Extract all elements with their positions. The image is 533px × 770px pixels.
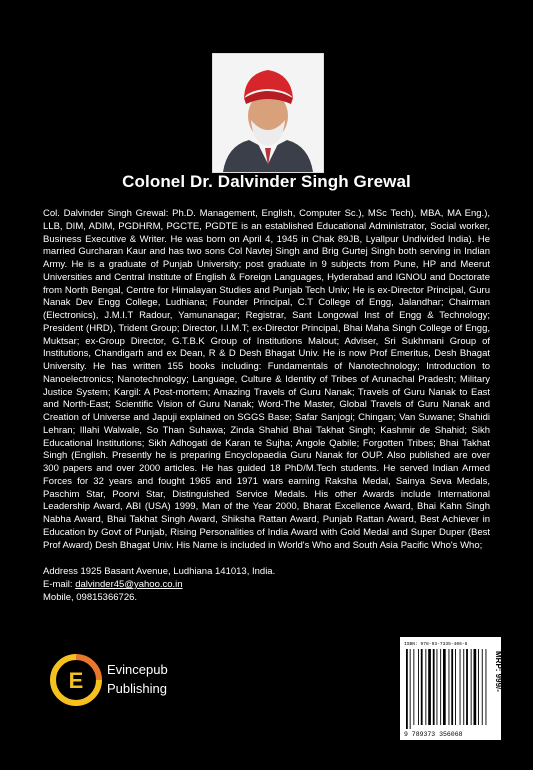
barcode-bar <box>425 649 426 725</box>
author-name: Colonel Dr. Dalvinder Singh Grewal <box>122 172 411 191</box>
barcode <box>400 637 501 740</box>
author-portrait-image <box>213 54 323 172</box>
barcode-bar <box>455 649 456 725</box>
barcode-bar <box>440 649 441 725</box>
barcode-bar <box>478 649 479 725</box>
evincepub-logo-icon <box>50 654 102 706</box>
barcode-bar <box>437 649 438 725</box>
barcode-mrp: MRP: 999/- <box>494 651 503 692</box>
barcode-bar <box>451 649 453 725</box>
contact-block <box>43 566 490 605</box>
author-bio: Col. Dalvinder Singh Grewal: Ph.D. Management, English, Computer Sc.), MSc Tech), MBA, MA Eng.), LLB, DIM, ADIM, PGDHRM, PGCTE, PGDTE is an established Educational Administrator, Social worker, Business Executive & Writer. He was born on April 4, 1945 in Chak 89JB, Lyallpur Undivided India). He married Gurcharan Kaur and has two sons Col Navtej Singh and Brig Gurtej Singh both serving in Indian Army. He is a graduate of Punjab University; post graduate in 9 subjects from Pune, HP and Meerut Universities and Central Institute of English & Foreign Languages, Hyderabad and IGNOU and Doctorate from North Bengal, Centre for Himalayan Studies and Punjab Tech Univ; He is ex-Director Principal, Guru Nanak Dev Engg College, Ludhiana; Founder Principal, C.T College of Engg, Jalandhar; Chairman (Electronics), J.M.I.T Radour, Yamunanagar; Registrar, Sant Longowal Inst of Engg & Technology; President (HRD), Trident Group; Director, I.I.M.T; ex-Director Principal, Bhai Maha Singh College of Engg, Muktsar; ex-Group Director, G.T.B.K Group of Institutions Malout; Adviser, Sri Sukhmani Group of Institutions, Chandigarh and ex Dean, R & D Desh Bhagat Univ. He is now Prof Emeritus, Desh Bhagat University. He has written 155 books including: Fundamentals of Nanotechnology; Introduction to Nanoelectronics; Nanotechnology; Language, Culture & Identity of Tribes of Arunachal Pradesh; Military Justice System; Kargil: A Post-mortem; Amazing Travels of Guru Nanak; Travels of Guru Nanak to East and North-East; Scientific Vision of Guru Nanak; Word-The Master, Global Travels of Guru Nanak and Creation of Universe and Japuji explained on SGGS Base; Safar Sanjogi; Chingan; Van Suwane; Shahidi Lehran; Illahi Walwale, So Than Suhawa; Zinda Shahid Bhai Takhat Singh; Kashmir de Shahid; Sikh Educational Institutions; Sikh Adhogati de Karan te Sujha; Angole Qabile; Forgotten Tribes; Bhai Takhat Singh (English. Presently he is preparing Encyclopaedia Guru Nanak for OUP. Also published are over 300 papers and over 2000 articles. He has guided 18 PhD/M.Tech students. He served Indian Armed Forces for 32 years and fought 1965 and 1971 wars earning Raksha Medal, Sainya Seva Medals, Paschim Star, Poorvi Star, Distinguished Service Medals. His other Awards include International Leadership Award, ABI (USA) 1999, Man of the Year 2000, Bharat Excellence Award, Bhai Kahn Singh Nabha Award, Bhai Takhat Singh Award, Shiksha Rattan Award, Punjab Rattan Award, Best Achiever in Education by Govt of Punjab, Rising Personalities of India Award with Gold Medal and Super Duper (Best Prof Award) Desh Bhagat Univ. His Name is included in World's Who and South Asia Pacific Who's Who; <box>43 208 490 551</box>
barcode-bar <box>421 649 423 725</box>
barcode-bar <box>410 649 411 729</box>
barcode-bar <box>443 649 446 725</box>
contact-email-link[interactable]: dalvinder45@yahoo.co.in <box>75 578 183 590</box>
barcode-bar <box>433 649 435 725</box>
barcode-number: 9 789373 356068 <box>404 731 463 738</box>
contact-email-label: E-mail: <box>43 578 76 590</box>
barcode-image <box>400 637 501 740</box>
barcode-bar <box>428 649 431 725</box>
barcode-bar <box>463 649 464 725</box>
contact-mobile: Mobile, 09815366726. <box>43 591 138 603</box>
barcode-bar <box>471 649 472 725</box>
barcode-bar <box>466 649 468 725</box>
barcode-bar <box>413 649 414 725</box>
author-photo <box>212 53 324 173</box>
barcode-isbn-text: ISBN: 978-93-7335-406-8 <box>404 642 468 647</box>
contact-address: Address 1925 Basant Avenue, Ludhiana 141013, India. <box>43 566 276 577</box>
barcode-bar <box>486 649 487 725</box>
logo-letter: E <box>68 668 84 693</box>
contact-email-line <box>43 579 490 592</box>
publisher-logo <box>50 652 200 712</box>
barcode-bar <box>449 649 450 725</box>
barcode-bar <box>474 649 477 725</box>
barcode-bar <box>460 649 461 725</box>
publisher-name-line2: Publishing <box>107 681 167 696</box>
publisher-name-line1: Evincepub <box>107 662 168 677</box>
barcode-bar <box>482 649 483 725</box>
barcode-bars <box>406 649 486 729</box>
barcode-bar <box>418 649 419 725</box>
barcode-bar <box>406 649 408 729</box>
